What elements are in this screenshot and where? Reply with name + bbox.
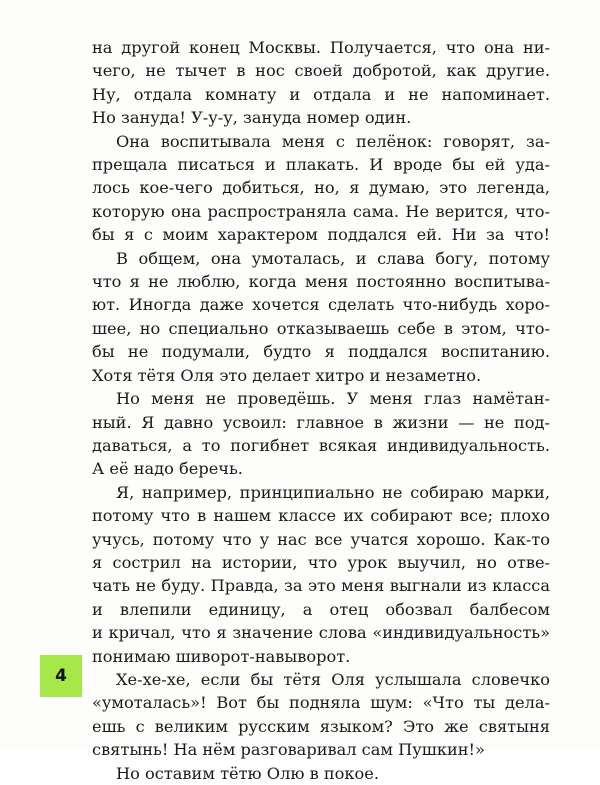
text-line: понимаю шиворот-навыворот. xyxy=(92,646,351,666)
text-line: Она воспитывала меня с пелёнок: говорят, за- xyxy=(116,131,550,151)
text-line: Но оставим тётю Олю в покое. xyxy=(116,763,379,783)
text-line: чего, не тычет в нос своей добротой, как другие. xyxy=(92,61,550,81)
paragraph-1 xyxy=(92,36,550,130)
text-line: Но зануда! У-у-у, зануда номер один. xyxy=(92,108,412,128)
text-line: Хотя тётя Оля это делает хитро и незаметно. xyxy=(92,365,482,385)
body-text xyxy=(92,36,550,785)
text-line: прещала писаться и плакать. И вроде бы ей уда- xyxy=(92,155,550,175)
text-line: что я не люблю, когда меня постоянно воспитыва- xyxy=(92,272,550,292)
text-line: Хе-хе-хе, если бы тётя Оля услышала словечко xyxy=(116,669,550,689)
text-line: бы не подумали, будто я поддался воспитанию. xyxy=(92,342,550,362)
paragraph-4 xyxy=(92,387,550,481)
text-line: «умоталась»! Вот бы подняла шум: «Что ты дела- xyxy=(92,693,550,713)
text-line: и влепили единицу, а отец обозвал балбесом xyxy=(92,599,550,619)
text-line: я сострил на истории, что урок выучил, но отве- xyxy=(92,552,550,572)
text-line: святынь! На нём разговаривал сам Пушкин!» xyxy=(92,740,485,760)
paragraph-5 xyxy=(92,481,550,668)
text-line: А её надо беречь. xyxy=(92,459,243,479)
text-line: Но меня не проведёшь. У меня глаз намётан- xyxy=(116,389,550,409)
text-line: Я, например, принципиально не собираю марки, xyxy=(116,482,550,502)
text-line: на другой конец Москвы. Получается, что она ни- xyxy=(92,38,550,57)
paragraph-3 xyxy=(92,247,550,387)
page-number: 4 xyxy=(55,665,67,686)
text-line: ют. Иногда даже хочется сделать что-нибудь хоро- xyxy=(92,295,550,315)
text-line: лось кое-чего добиться, но, я думаю, это легенда, xyxy=(92,178,550,198)
text-line: В общем, она умоталась, и слава богу, потому xyxy=(116,248,550,268)
text-line: учусь, потому что у нас все учатся хорошо. Как-то xyxy=(92,529,550,549)
text-line: шее, но специально отказываешь себе в этом, что- xyxy=(92,318,550,338)
text-line: бы я с моим характером поддался ей. Ни за что! xyxy=(92,225,550,245)
page-number-badge xyxy=(40,655,82,697)
paragraph-2 xyxy=(92,130,550,247)
text-line: которую она распространяла сама. Не верится, что- xyxy=(92,201,550,221)
text-line: и кричал, что я значение слова «индивидуальность» xyxy=(92,623,550,643)
paragraph-7 xyxy=(92,762,550,785)
paragraph-6 xyxy=(92,668,550,762)
text-line: Ну, отдала комнату и отдала и не напоминает. xyxy=(92,84,550,104)
text-line: чать не буду. Правда, за это меня выгнали из класса xyxy=(92,576,550,596)
text-line: даваться, а то погибнет всякая индивидуальность. xyxy=(92,435,550,455)
text-line: ешь с великим русским языком? Это же святыня xyxy=(92,716,550,736)
text-line: потому что в нашем классе их собирают все; плохо xyxy=(92,506,550,526)
text-line: ный. Я давно усвоил: главное в жизни — не под- xyxy=(92,412,550,432)
